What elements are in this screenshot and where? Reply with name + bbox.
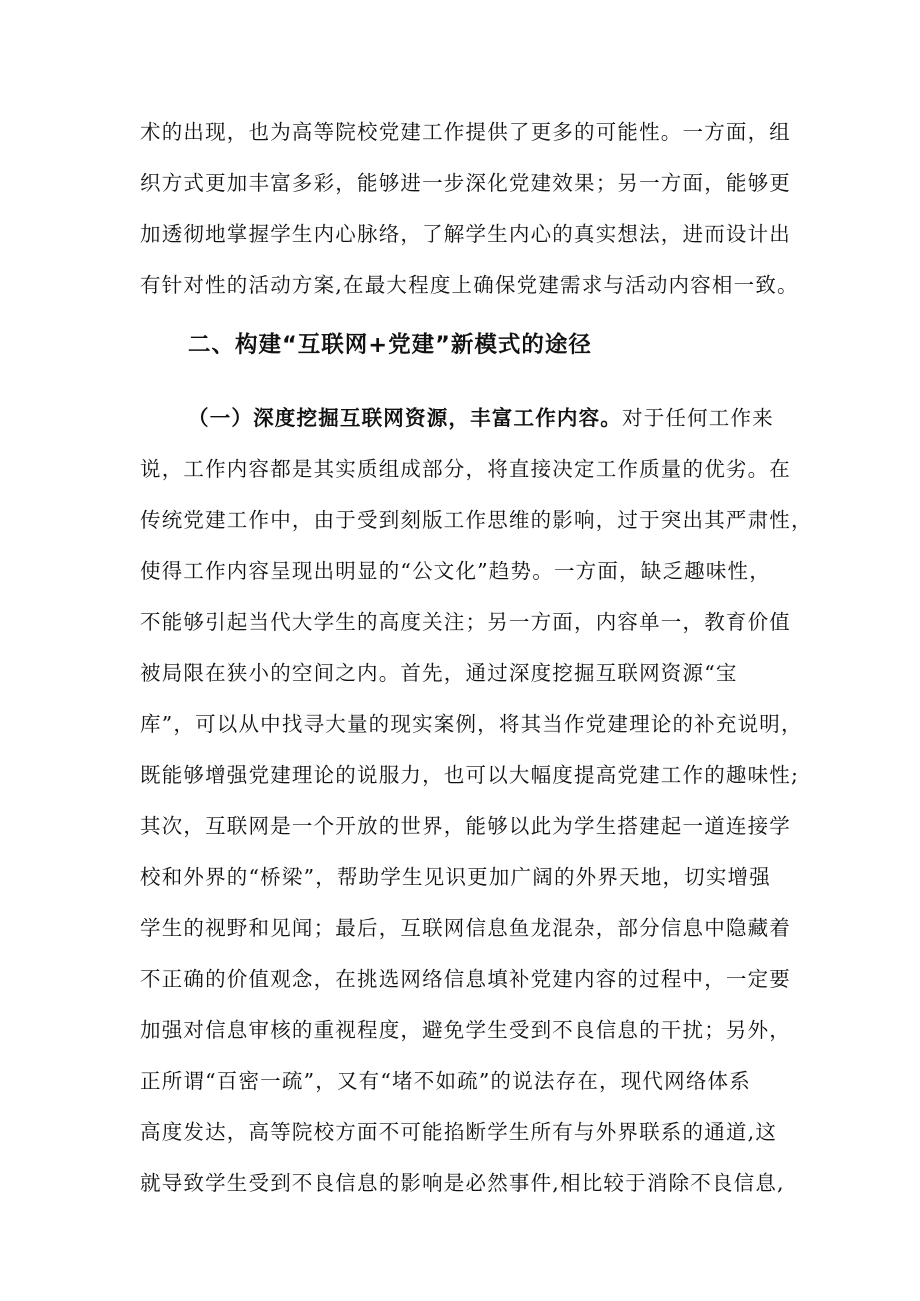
text-line: 加透彻地掌握学生内心脉络，了解学生内心的真实想法，进而设计出 xyxy=(140,222,791,246)
text-line: 被局限在狭小的空间之内。首先，通过深度挖掘互联网资源“宝 xyxy=(140,661,738,685)
text-line: 正所谓“百密一疏”，又有“堵不如疏”的说法存在，现代网络体系 xyxy=(140,1069,751,1093)
text-line: 就导致学生受到不良信息的影响是必然事件,相比较于消除不良信息, xyxy=(140,1171,785,1195)
paragraph-lead-heading: （一）深度挖掘互联网资源，丰富工作内容。 xyxy=(188,406,622,430)
text-line: 不能够引起当代大学生的高度关注；另一方面，内容单一，教育价值 xyxy=(140,610,791,634)
text-line: 术的出现，也为高等院校党建工作提供了更多的可能性。一方面，组 xyxy=(140,120,791,144)
text-line: 有针对性的活动方案,在最大程度上确保党建需求与活动内容相一致。 xyxy=(140,273,799,297)
text-line: 传统党建工作中，由于受到刻版工作思维的影响，过于突出其严肃性， xyxy=(140,508,813,532)
paragraph-first-line-text: 对于任何工作来 xyxy=(622,406,774,430)
text-line: 既能够增强党建理论的说服力，也可以大幅度提高党建工作的趣味性; xyxy=(140,763,800,787)
text-line: 校和外界的“桥梁”，帮助学生见识更加广阔的外界天地，切实增强 xyxy=(140,865,771,889)
text-line: 其次，互联网是一个开放的世界，能够以此为学生搭建起一道连接学 xyxy=(140,814,791,838)
text-line: 不正确的价值观念，在挑选网络信息填补党建内容的过程中，一定要 xyxy=(140,967,791,991)
text-line: 库”，可以从中找寻大量的现实案例，将其当作党建理论的补充说明， xyxy=(140,712,803,736)
text-line: 加强对信息审核的重视程度，避免学生受到不良信息的干扰；另外， xyxy=(140,1018,791,1042)
text-line: 织方式更加丰富多彩，能够进一步深化党建效果；另一方面，能够更 xyxy=(140,171,791,195)
text-line: 高度发达，高等院校方面不可能掐断学生所有与外界联系的通道,这 xyxy=(140,1120,778,1144)
text-line: 学生的视野和见闻；最后，互联网信息鱼龙混杂，部分信息中隐藏着 xyxy=(140,916,791,940)
text-line: 说，工作内容都是其实质组成部分，将直接决定工作质量的优劣。在 xyxy=(140,457,791,481)
text-line: 使得工作内容呈现出明显的“公文化”趋势。一方面，缺乏趣味性， xyxy=(140,559,771,583)
text-line-first xyxy=(188,403,774,433)
section-heading: 二、构建“互联网+党建”新模式的途径 xyxy=(188,332,592,358)
